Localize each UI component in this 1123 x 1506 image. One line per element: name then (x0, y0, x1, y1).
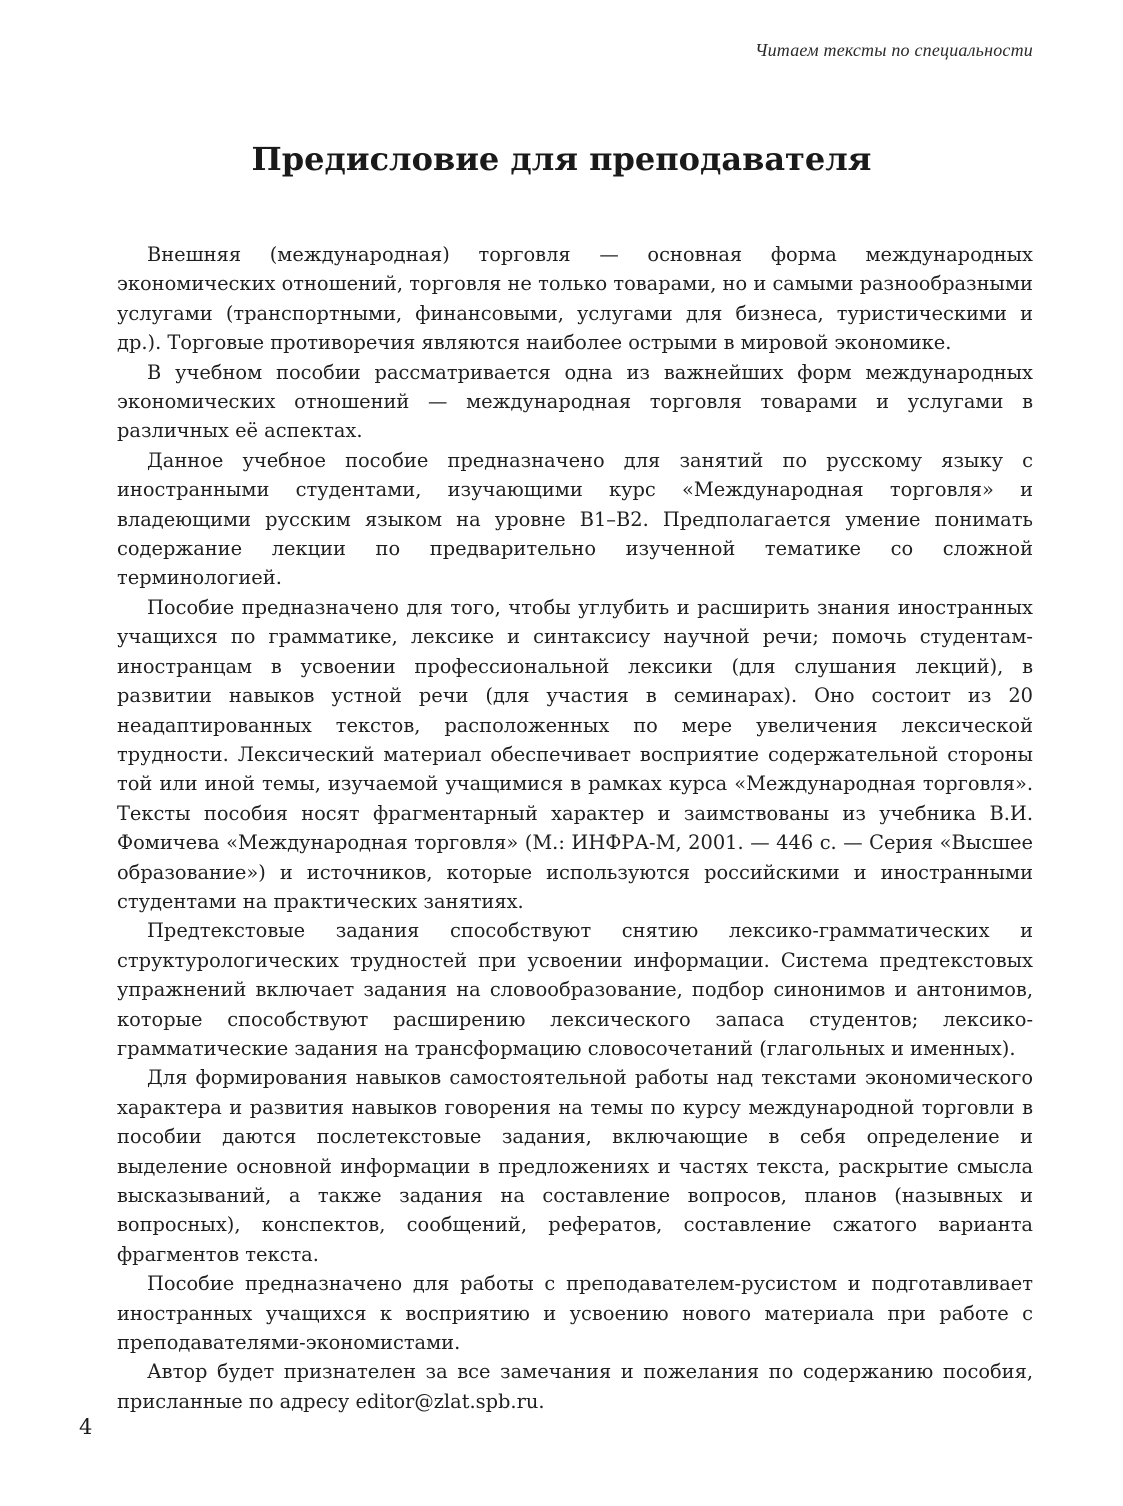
preface-body (117, 240, 1033, 1416)
paragraph-8: Автор будет признателен за все замечания и пожелания по содержанию пособия, присланные по адресу editor@zlat.spb.ru. (117, 1360, 1033, 1413)
paragraph-3: Данное учебное пособие предназначено для занятий по русскому языку с иностранными студентами, изучающими курс «Международная торговля» и владеющими русским языком на уровне В1–В2. Предполагается умение понимать содержание лекции по предварительно изученной тематике со сложной терминологией. (117, 448, 1033, 590)
running-header: Читаем тексты по специальности (755, 40, 1033, 60)
paragraph-6: Для формирования навыков самостоятельной работы над текстами экономического характера и развития навыков говорения на темы по курсу международной торговли в пособии даются послетекстовые задания, включающие в себя определение и выделение основной информации в предложениях и частях текста, раскрытие смысла высказываний, а также задания на составление вопросов, планов (назывных и вопросных), конспектов, сообщений, рефератов, составление сжатого варианта фрагментов текста. (117, 1066, 1033, 1266)
paragraph-5: Предтекстовые задания способствуют снятию лексико-грамматических и структурологических трудностей при усвоении информации. Система предтекстовых упражнений включает задания на словообразование, подбор синонимов и антонимов, которые способствуют расширению лексического запаса студентов; лексико-грамматические задания на трансформацию словосочетаний (глагольных и именных). (117, 919, 1033, 1060)
paragraph-7: Пособие предназначено для работы с преподавателем-русистом и подготавливает иностранных учащихся к восприятию и усвоению нового материала при работе с преподавателями-экономистами. (117, 1272, 1033, 1355)
page-number: 4 (79, 1415, 93, 1439)
paragraph-1: Внешняя (международная) торговля — основная форма международных экономических отношений, торговля не только товарами, но и самыми разнообразными услугами (транспортными, финансовыми, услугами для бизнеса, туристическими и др.). Торговые противоречия являются наиболее острыми в мировой экономике. (117, 243, 1033, 355)
paragraph-4: Пособие предназначено для того, чтобы углубить и расширить знания иностранных учащихся по грамматике, лексике и синтаксису научной речи; помочь студентам-иностранцам в усвоении профессиональной лексики (для слушания лекций), в развитии навыков устной речи (для участия в семинарах). Оно состоит из 20 неадаптированных текстов, расположенных по мере увеличения лексической трудности. Лексический материал обеспечивает восприятие содержательной стороны той или иной темы, изучаемой учащимися в рамках курса «Международная торговля». Тексты пособия носят фрагментарный характер и заимствованы из учебника В.И. Фомичева «Международная торговля» (М.: ИНФРА-М, 2001. — 446 с. — Серия «Высшее образование») и источников, которые используются российскими и иностранными студентами на практических занятиях. (117, 595, 1033, 913)
page-title: Предисловие для преподавателя (251, 140, 872, 178)
paragraph-2: В учебном пособии рассматривается одна из важнейших форм международных экономических отношений — международная торговля товарами и услугами в различных её аспектах. (117, 360, 1033, 443)
